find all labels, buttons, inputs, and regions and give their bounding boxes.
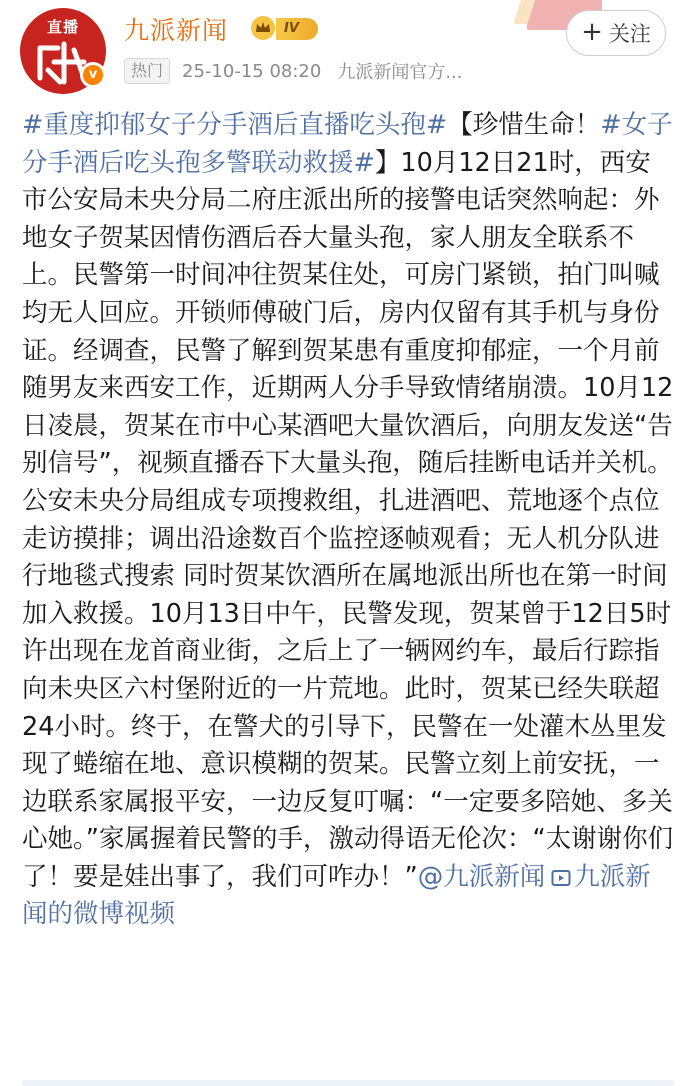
video-icon <box>551 869 571 887</box>
post-body: 】10月12日21时，西安市公安局未央分局二府庄派出所的接警电话突然响起：外地女子贺某因情伤酒后吞大量头孢，家人朋友全联系不上。民警第一时间冲往贺某住处，可房门紧锁，拍门叫喊均无人回应。开锁师傅破门后，房内仅留有其手机与身份证。经调查，民警了解到贺某患有重度抑郁症，一个月前随男友来西安工作，近期两人分手导致情绪崩溃。10月12日凌晨，贺某在市中心某酒吧大量饮酒后，向朋友发送“告别信号”，视频直播吞下大量头孢，随后挂断电话并关机。公安未央分局组成专项搜救组，扎进酒吧、荒地逐个点位走访摸排；调出沿途数百个监控逐帧观看；无人机分队进行地毯式搜索 同时贺某饮酒所在属地派出所也在第一时间加入救援。10月13日中午，民警发现，贺某曾于12日5时许出现在龙首商业街，之后上了一辆网约车，最后行踪指向未央区六村堡附近的一片荒地。此时，贺某已经失联超24小时。终于，在警犬的引导下，民警在一处灌木丛里发现了蜷缩在地、意识模糊的贺某。民警立刻上前安抚，一边联系家属报平安，一边反复叮嘱：“一定要多陪她、多关心她。”家属握着民警的手，激动得语无伦次：“太谢谢你们了！要是娃出事了，我们可咋办！” <box>22 147 674 892</box>
post-timestamp: 25-10-15 08:20 <box>182 60 322 82</box>
level-badge: IV <box>276 18 318 40</box>
hashtag-link[interactable]: #女子分手酒后吃头孢多警联动救援# <box>22 110 673 178</box>
plus-icon: + <box>581 16 603 47</box>
post-source[interactable]: 九派新闻官方... <box>337 62 463 83</box>
follow-button[interactable] <box>566 10 666 56</box>
avatar-live-label: 直播 <box>46 18 79 36</box>
post-text <box>22 107 674 934</box>
hashtag-link[interactable]: #重度抑郁女子分手酒后直播吃头孢# <box>22 110 448 140</box>
verified-badge-icon: v <box>80 62 106 88</box>
bottom-divider <box>22 1080 674 1086</box>
account-name[interactable]: 九派新闻 <box>124 16 229 45</box>
follow-label: 关注 <box>608 22 651 46</box>
post-header <box>0 0 690 104</box>
video-link-label: 九派新闻的微博视频 <box>22 861 651 930</box>
crown-icon <box>250 15 276 41</box>
mention-link[interactable]: @九派新闻 <box>417 861 546 892</box>
hot-badge: 热门 <box>124 58 170 84</box>
post-meta <box>124 58 463 84</box>
post-text-segment: 【珍惜生命！ <box>447 110 601 140</box>
